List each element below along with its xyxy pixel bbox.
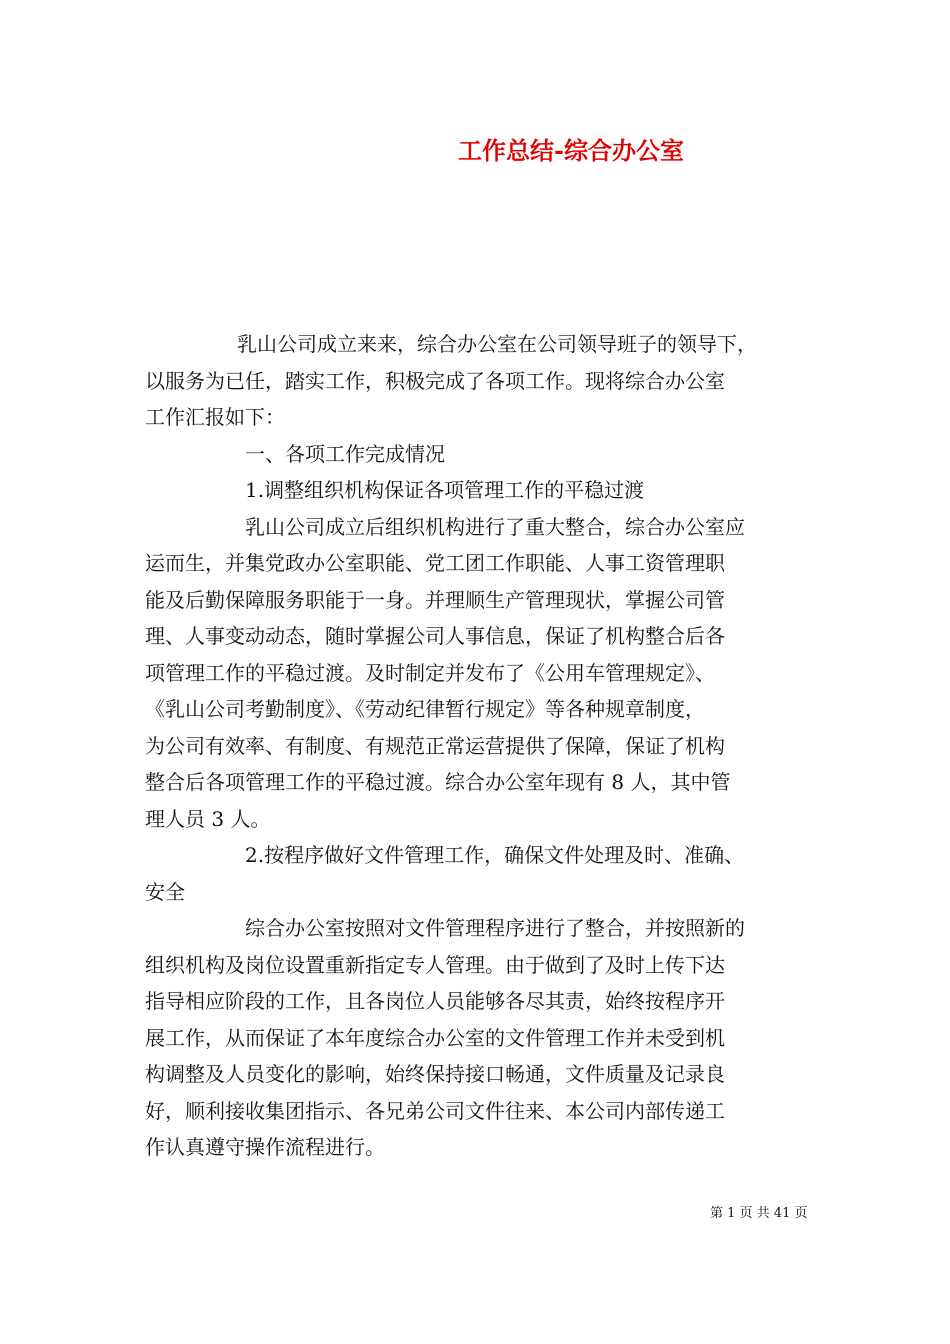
paragraph-line: 展工作，从而保证了本年度综合办公室的文件管理工作并未受到机 xyxy=(145,1025,725,1050)
paragraph-line: 组织机构及岗位设置重新指定专人管理。由于做到了及时上传下达 xyxy=(145,952,725,977)
subsection-heading: 2.按程序做好文件管理工作，确保文件处理及时、准确、 xyxy=(245,843,745,867)
paragraph-line: 能及后勤保障服务职能于一身。并理顺生产管理现状，掌握公司管 xyxy=(145,587,725,612)
section-heading: 一、各项工作完成情况 xyxy=(245,441,445,466)
paragraph-line: 运而生，并集党政办公室职能、党工团工作职能、人事工资管理职 xyxy=(145,551,725,575)
paragraph-line: 综合办公室按照对文件管理程序进行了整合，并按照新的 xyxy=(245,916,745,940)
paragraph-line: 以服务为已任，踏实工作，积极完成了各项工作。现将综合办公室 xyxy=(145,368,725,393)
subsection-heading-continued: 安全 xyxy=(145,879,185,904)
paragraph-line: 构调整及人员变化的影响，始终保持接口畅通，文件质量及记录良 xyxy=(145,1062,725,1086)
paragraph-line: 整合后各项管理工作的平稳过渡。综合办公室年现有 8 人，其中管 xyxy=(145,770,731,794)
paragraph-line: 项管理工作的平稳过渡。及时制定并发布了《公用车管理规定》、 xyxy=(145,660,715,685)
paragraph-line: 工作汇报如下： xyxy=(145,405,285,429)
paragraph-line: 乳山公司成立来来，综合办公室在公司领导班子的领导下， xyxy=(237,332,757,356)
paragraph-line: 好，顺利接收集团指示、各兄弟公司文件往来、本公司内部传递工 xyxy=(145,1098,725,1123)
document-title: 工作总结-综合办公室 xyxy=(458,136,684,165)
paragraph-line: 《乳山公司考勤制度》、《劳动纪律暂行规定》等各种规章制度， xyxy=(145,697,705,721)
paragraph-line: 乳山公司成立后组织机构进行了重大整合，综合办公室应 xyxy=(245,514,745,539)
paragraph-line: 指导相应阶段的工作，且各岗位人员能够各尽其责，始终按程序开 xyxy=(145,989,725,1013)
paragraph-line: 为公司有效率、有制度、有规范正常运营提供了保障，保证了机构 xyxy=(145,733,725,758)
paragraph-line: 理人员 3 人。 xyxy=(145,806,271,831)
paragraph-line: 理、人事变动动态，随时掌握公司人事信息，保证了机构整合后各 xyxy=(145,624,725,648)
subsection-heading: 1.调整组织机构保证各项管理工作的平稳过渡 xyxy=(245,478,645,502)
paragraph-line: 作认真遵守操作流程进行。 xyxy=(145,1135,385,1159)
document-body xyxy=(145,326,809,1166)
page-number-footer: 第 1 页 共 41 页 xyxy=(710,1206,808,1221)
